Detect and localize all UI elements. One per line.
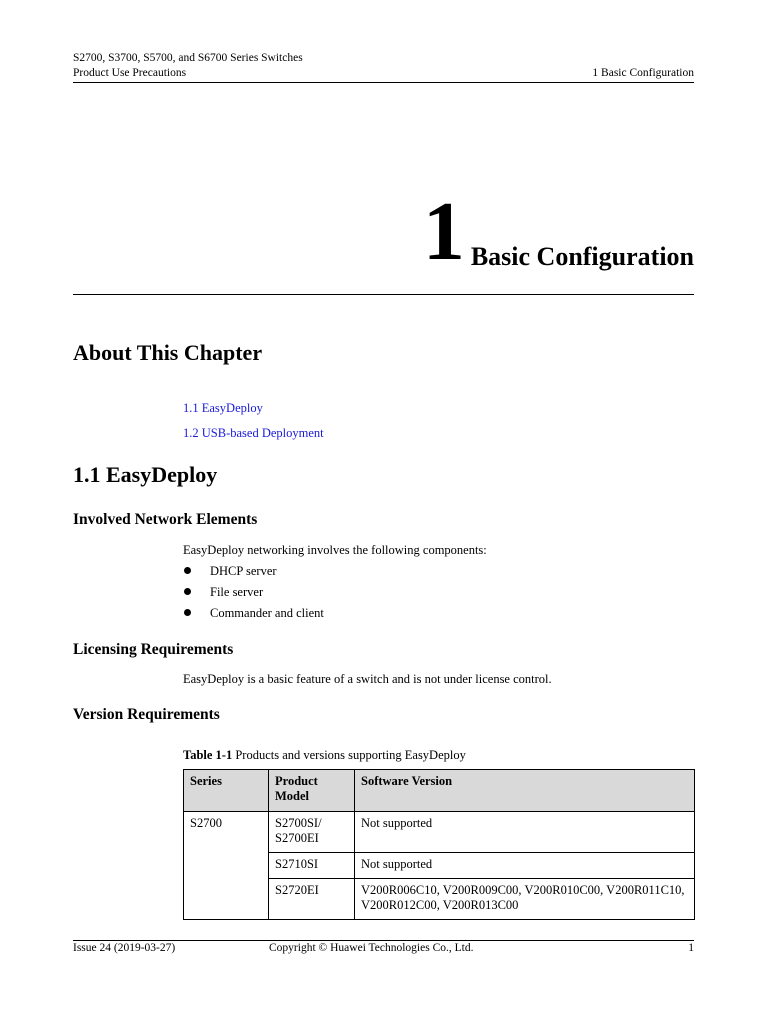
footer-issue: Issue 24 (2019-03-27) xyxy=(73,942,176,954)
list-item xyxy=(183,563,324,584)
involved-elements-heading: Involved Network Elements xyxy=(73,511,258,528)
table-row xyxy=(184,812,695,853)
footer-page-number: 1 xyxy=(688,942,694,954)
chapter-number: 1 xyxy=(422,185,465,278)
list-item xyxy=(183,605,324,626)
version-table xyxy=(183,769,695,920)
footer-divider xyxy=(73,940,694,941)
header-product-line: S2700, S3700, S5700, and S6700 Series Switches xyxy=(73,52,303,64)
footer-copyright: Copyright © Huawei Technologies Co., Ltd. xyxy=(269,942,474,954)
licensing-heading: Licensing Requirements xyxy=(73,641,234,658)
about-heading: About This Chapter xyxy=(73,340,263,365)
header-chapter: 1 Basic Configuration xyxy=(592,67,694,79)
chapter-title: Basic Configuration xyxy=(470,242,694,271)
cell-version: Not supported xyxy=(355,853,695,879)
list-item-text: Commander and client xyxy=(210,606,324,620)
component-list xyxy=(183,563,324,626)
cell-model: S2700SI/ S2700EI xyxy=(269,812,355,853)
bullet-icon xyxy=(184,567,191,574)
cell-version: Not supported xyxy=(355,812,695,853)
licensing-text: EasyDeploy is a basic feature of a switch and is not under license control. xyxy=(183,672,552,686)
bullet-icon xyxy=(184,609,191,616)
bullet-icon xyxy=(184,588,191,595)
cell-version: V200R006C10, V200R009C00, V200R010C00, V200R011C10, V200R012C00, V200R013C00 xyxy=(355,879,695,920)
table-caption xyxy=(183,748,466,763)
version-heading: Version Requirements xyxy=(73,706,220,723)
table-label: Table 1-1 xyxy=(183,748,233,762)
cell-model: S2720EI xyxy=(269,879,355,920)
chapter-title-block xyxy=(422,185,694,278)
toc-link-usb-deployment[interactable]: 1.2 USB-based Deployment xyxy=(183,426,324,440)
column-header-version: Software Version xyxy=(355,770,695,812)
involved-intro: EasyDeploy networking involves the following components: xyxy=(183,543,487,557)
list-item-text: DHCP server xyxy=(210,564,277,578)
list-item xyxy=(183,584,324,605)
chapter-divider xyxy=(73,294,694,295)
header-doc-title: Product Use Precautions xyxy=(73,67,187,79)
table-header-row xyxy=(184,770,695,812)
cell-model: S2710SI xyxy=(269,853,355,879)
toc-link-easydeploy[interactable]: 1.1 EasyDeploy xyxy=(183,401,263,415)
cell-series: S2700 xyxy=(184,812,269,920)
column-header-model: Product Model xyxy=(269,770,355,812)
header-divider xyxy=(73,82,694,83)
table-caption-text: Products and versions supporting EasyDeploy xyxy=(232,748,466,762)
list-item-text: File server xyxy=(210,585,264,599)
section-heading: 1.1 EasyDeploy xyxy=(73,462,218,487)
column-header-series: Series xyxy=(184,770,269,812)
